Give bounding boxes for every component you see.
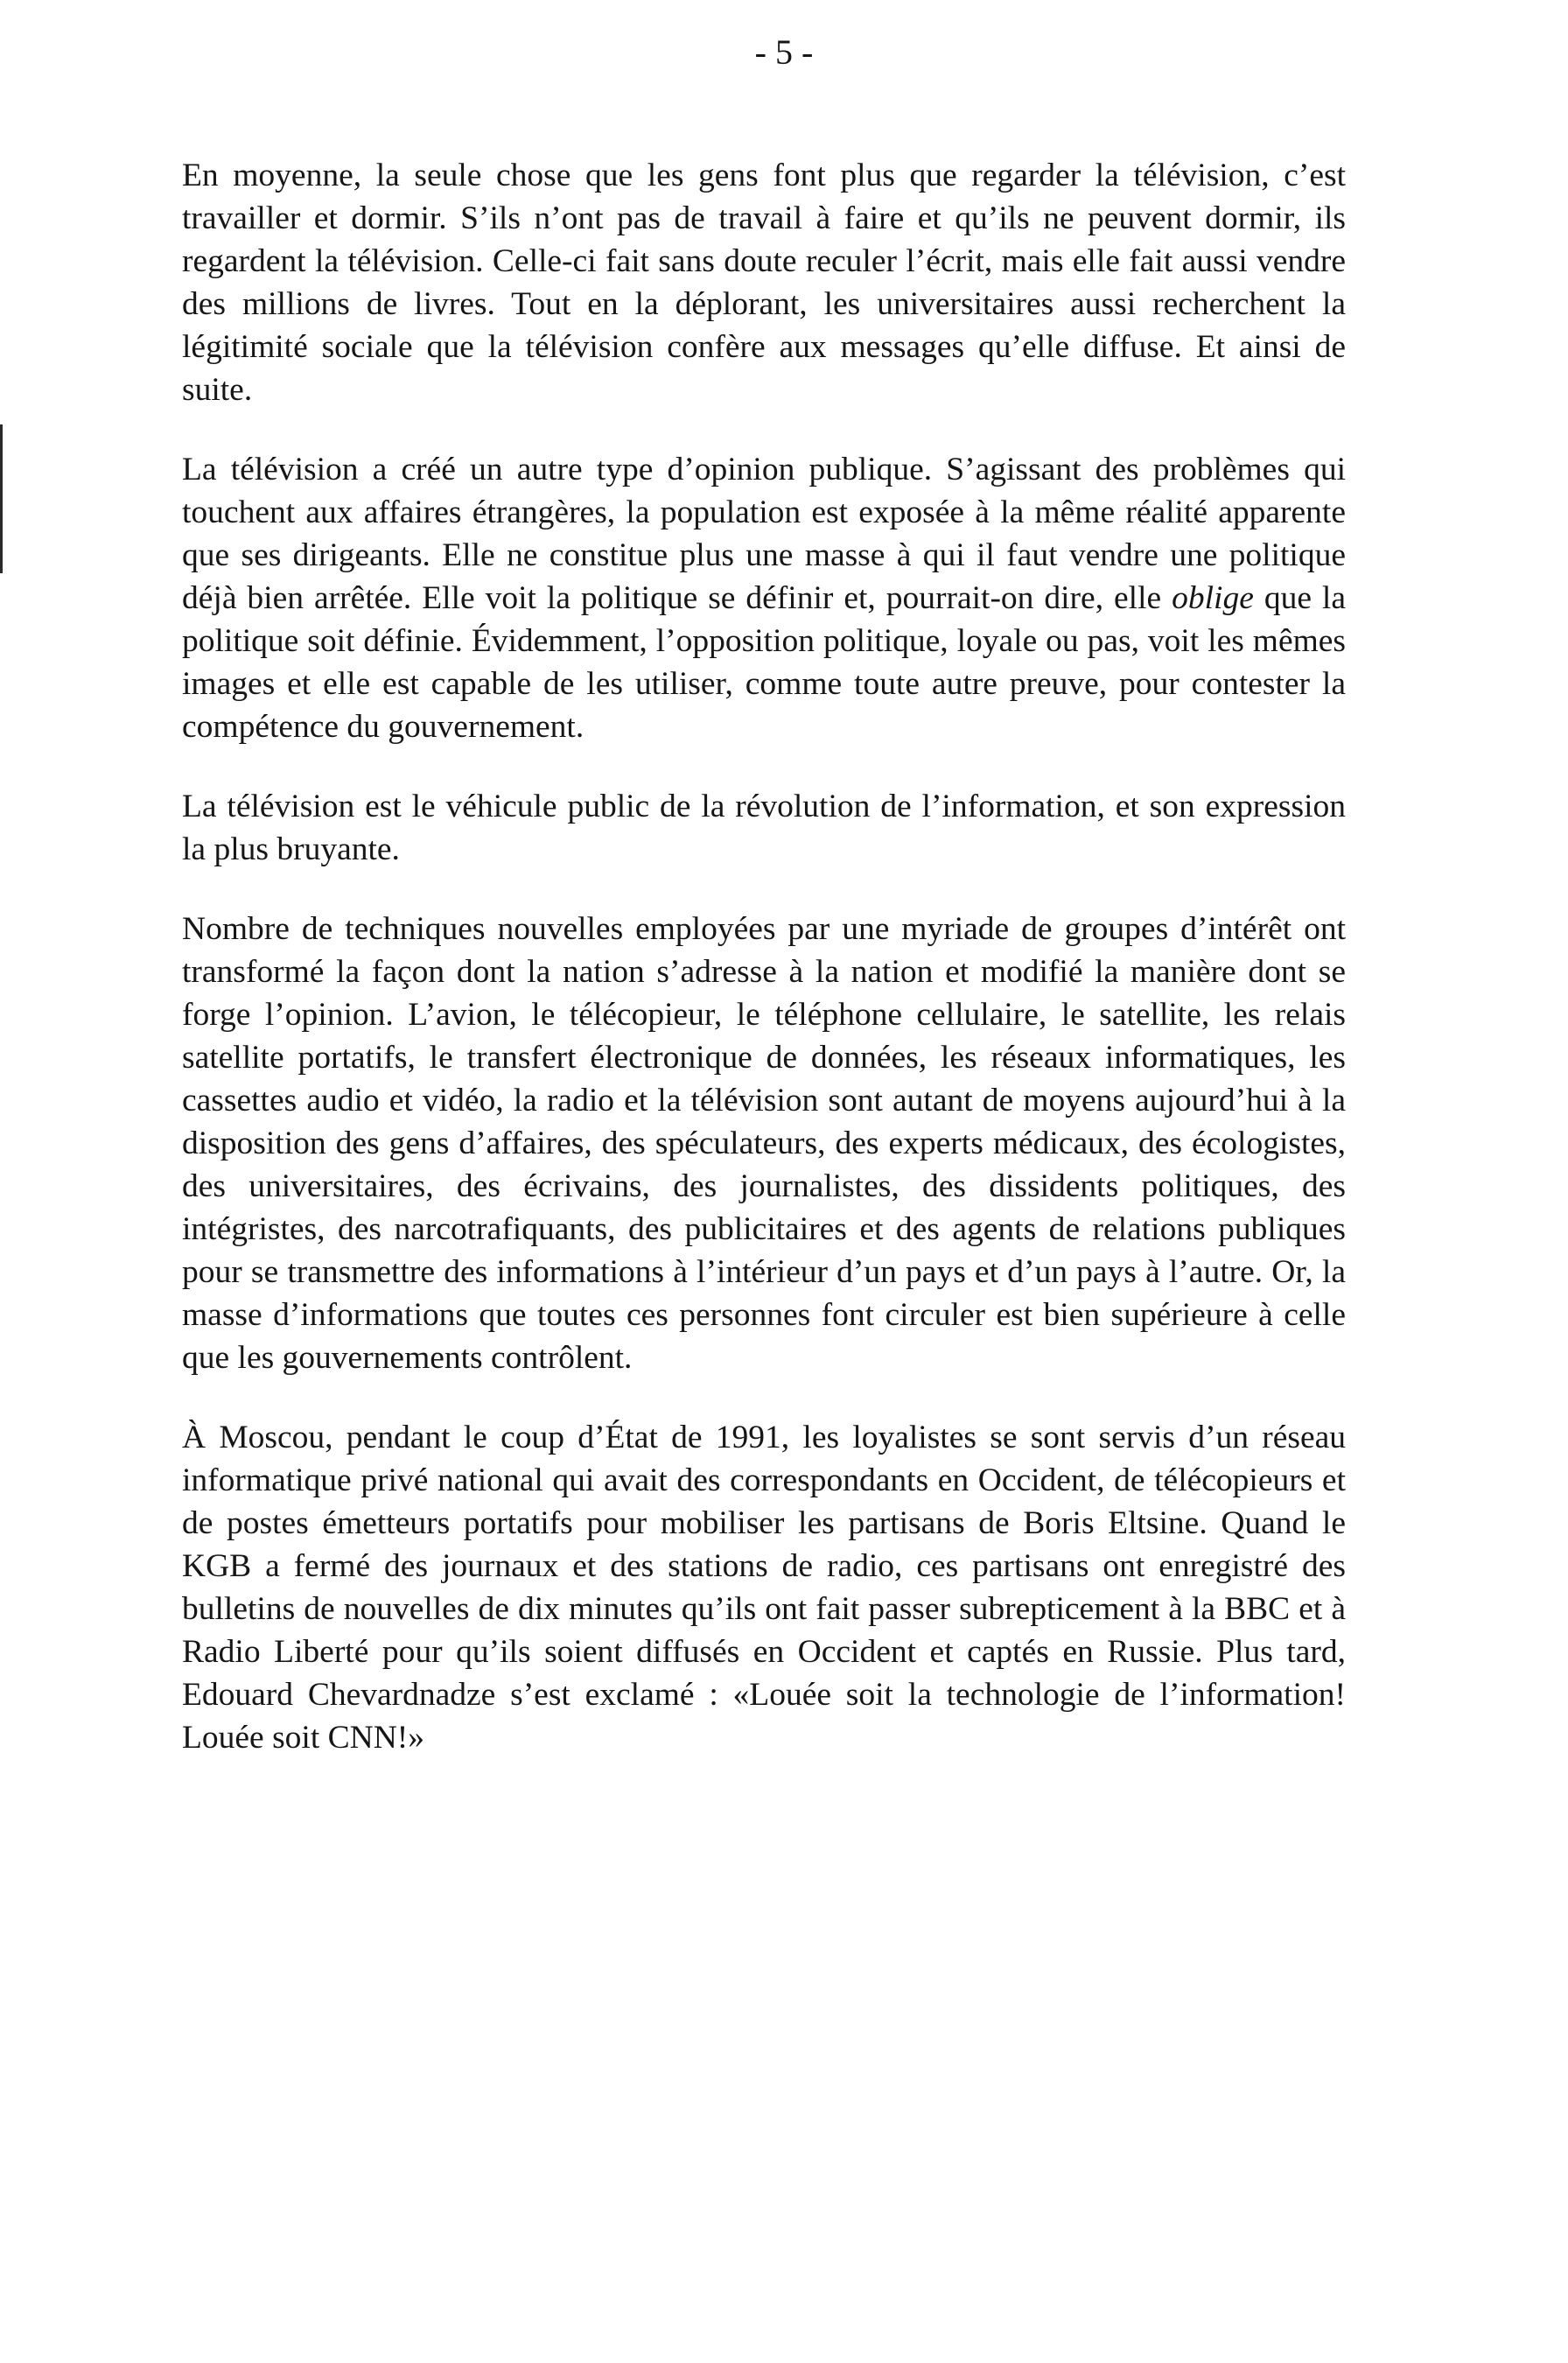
paragraph-moscow-coup: À Moscou, pendant le coup d’État de 1991, les loyalistes se sont servis d’un réseau informatique privé national qui avait des correspondants en Occident, de télécopieurs et de postes émetteurs portatifs pour mobiliser les partisans de Boris Eltsine. Quand le KGB a fermé des journaux et des stations de radio, ces partisans ont enregistré des bulletins de nouvelles de dix minutes qu’ils ont fait passer subrepticement à la BBC et à Radio Liberté pour qu’ils soient diffusés en Occident et captés en Russie. Plus tard, Edouard Chevardnadze s’est exclamé : «Louée soit la technologie de l’information! Louée soit CNN!» xyxy=(182,1420,1346,1756)
scan-margin-mark xyxy=(0,424,3,573)
paragraph-public-opinion-text-after: que la politique soit définie. Évidemment, l’opposition politique, loyale ou pas, voit les mêmes images et elle est capable de les utiliser, comme toute autre preuve, pour contester la compétence du gouvernement. xyxy=(182,580,1346,745)
page-number: - 5 - xyxy=(754,32,814,72)
paragraph-information-revolution: La télévision est le véhicule public de la révolution de l’information, et son expression la plus bruyante. xyxy=(182,789,1346,867)
paragraph-new-techniques: Nombre de techniques nouvelles employées par une myriade de groupes d’intérêt ont transformé la façon dont la nation s’adresse à la nation et modifié la manière dont se forge l’opinion. L’avion, le télécopieur, le téléphone cellulaire, le satellite, les relais satellite portatifs, le transfert électronique de données, les réseaux informatiques, les cassettes audio et vidéo, la radio et la télévision sont autant de moyens aujourd’hui à la disposition des gens d’affaires, des spéculateurs, des experts médicaux, des écologistes, des universitaires, des écrivains, des journalistes, des dissidents politiques, des intégristes, des narcotrafiquants, des publicitaires et des agents de relations publiques pour se transmettre des informations à l’intérieur d’un pays et d’un pays à l’autre. Or, la masse d’informations que toutes ces personnes font circuler est bien supérieure à celle que les gouvernements contrôlent. xyxy=(182,911,1346,1376)
paragraph-television-habits: En moyenne, la seule chose que les gens font plus que regarder la télévision, c’est travailler et dormir. S’ils n’ont pas de travail à faire et qu’ils ne peuvent dormir, ils regardent la télévision. Celle-ci fait sans doute reculer l’écrit, mais elle fait aussi vendre des millions de livres. Tout en la déplorant, les universitaires aussi recherchent la légitimité sociale que la télévision confère aux messages qu’elle diffuse. Et ainsi de suite. xyxy=(182,158,1346,408)
paragraph-public-opinion-text-before: La télévision a créé un autre type d’opinion publique. S’agissant des problèmes qui touchent aux affaires étrangères, la population est exposée à la même réalité apparente que ses dirigeants. Elle ne constitue plus une masse à qui il faut vendre une politique déjà bien arrêtée. Elle voit la politique se définir et, pourrait-on dire, elle xyxy=(182,452,1346,616)
paragraph-public-opinion xyxy=(182,448,1346,748)
body-text xyxy=(182,154,1346,1796)
italic-oblige: oblige xyxy=(1172,580,1254,616)
